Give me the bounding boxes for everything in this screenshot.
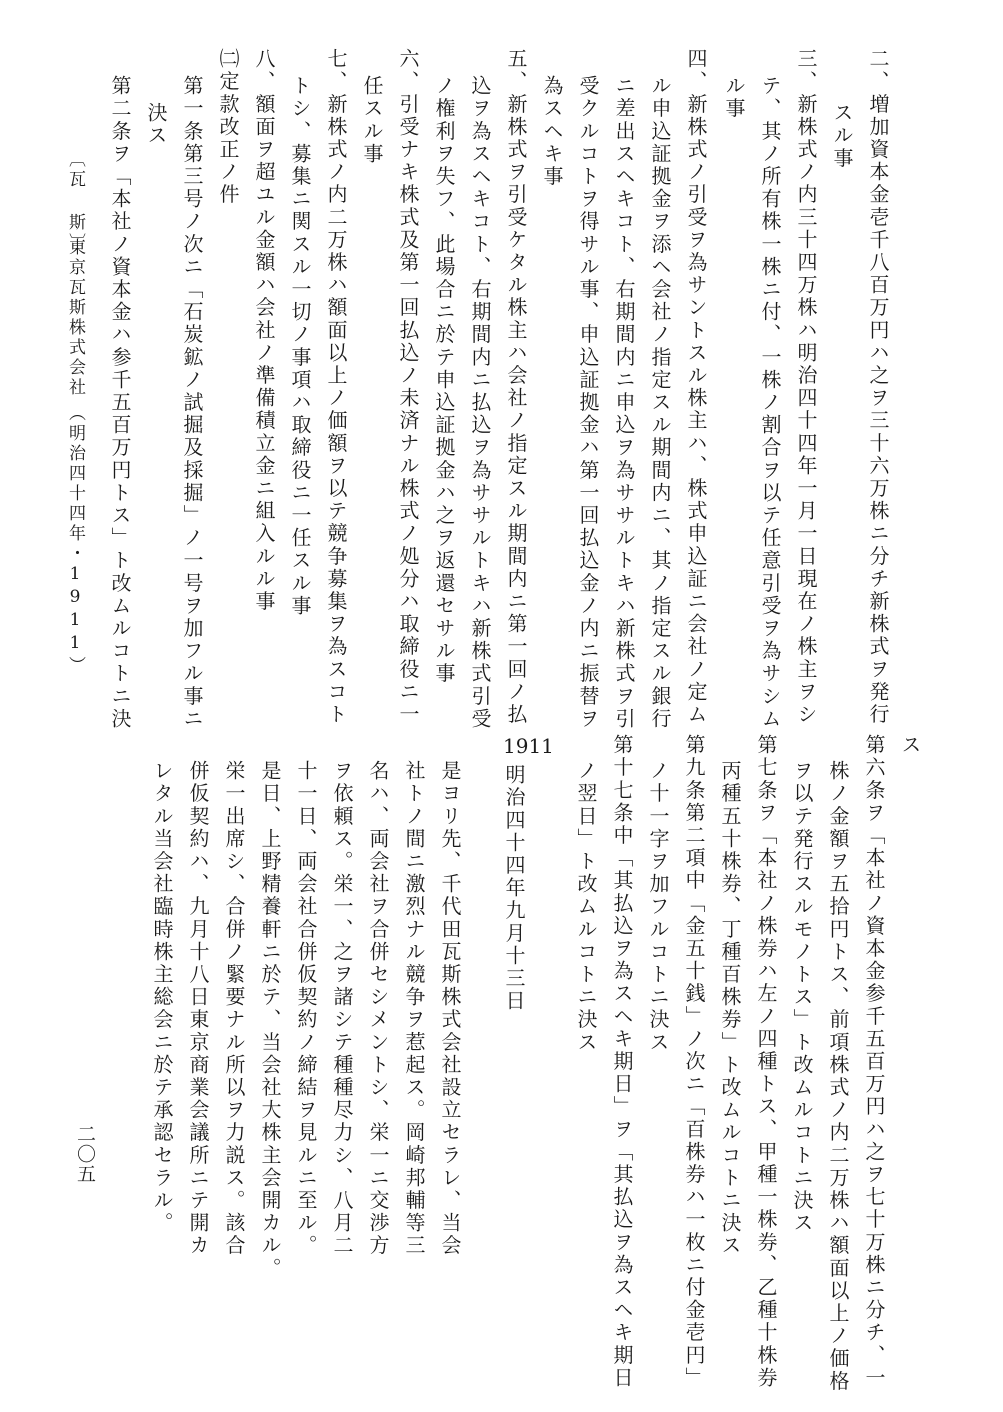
upper-column: 五、新株式ヲ引受ケタル株主ハ会社ノ指定スル期間内ニ第一回ノ払: [504, 48, 528, 726]
lower-column: 第九条第二項中「金五十銭」ノ次ニ「百株券ハ一枚ニ付金壱円」: [682, 734, 706, 1390]
lower-column: 栄一出席シ、合併ノ緊要ナル所以ヲ力説ス。該合: [222, 760, 246, 1258]
lower-column: 十一日、両会社合併仮契約ノ締結ヲ見ルニ至ル。: [294, 760, 318, 1258]
upper-column: ノ権利ヲ失フ、此場合ニ於テ申込証拠金ハ之ヲ返還セサル事: [432, 75, 456, 686]
page-number: 二〇五: [74, 1124, 96, 1184]
upper-column: 込ヲ為スヘキコト、右期間内ニ払込ヲ為ササルトキハ新株式引受: [468, 75, 492, 731]
lower-column: 第十七条中「其払込ヲ為スヘキ期日」ヲ「其払込ヲ為スヘキ期日: [610, 734, 634, 1390]
lower-column: レタル当会社臨時株主総会ニ於テ承認セラル。: [150, 760, 174, 1235]
lower-column: 株ノ金額ヲ五拾円トス、前項株式ノ内二万株ハ額面以上ノ価格: [826, 760, 850, 1393]
upper-column: 為スヘキ事: [540, 75, 564, 188]
upper-column: 七、新株式ノ内二万株ハ額面以上ノ価額ヲ以テ競争募集ヲ為スコト: [324, 48, 348, 726]
lower-column: ノ翌日」ト改ムルコトニ決ス: [574, 760, 598, 1054]
lower-column: ス: [898, 734, 922, 757]
lower-column: ヲ以テ発行スルモノトス」ト改ムルコトニ決ス: [790, 760, 814, 1235]
upper-column: 二、増加資本金壱千八百万円ハ之ヲ三十六万株ニ分チ新株式ヲ発行: [866, 48, 890, 726]
upper-column: 任スル事: [360, 75, 384, 166]
upper-column: 八、額面ヲ超ユル金額ハ会社ノ準備積立金ニ組入ルル事: [252, 48, 276, 613]
upper-column: 受クルコトヲ得サル事、申込証拠金ハ第一回払込金ノ内ニ振替ヲ: [576, 75, 600, 731]
date-heading: 明治四十四年九月十三日: [502, 764, 526, 1013]
lower-column: 是日、上野精養軒ニ於テ、当会社大株主会開カル。: [258, 760, 282, 1280]
upper-column: トシ、募集ニ関スル一切ノ事項ハ取締役ニ一任スル事: [288, 75, 312, 618]
header-era: （明治四十四年・1911）: [65, 404, 85, 676]
lower-column: 是ヨリ先、千代田瓦斯株式会社設立セラレ、当会: [438, 760, 462, 1258]
lower-column: 名ハ、両会社ヲ合併セシメントシ、栄一ニ交渉方: [366, 760, 390, 1258]
upper-column: ㈡定款改正ノ件: [216, 48, 240, 207]
upper-column: ル申込証拠金ヲ添ヘ会社ノ指定スル期間内ニ、其ノ指定スル銀行: [648, 75, 672, 731]
upper-column: ル事: [722, 75, 746, 121]
lower-column: ノ十一字ヲ加フルコトニ決ス: [646, 760, 670, 1054]
upper-column: スル事: [830, 102, 854, 170]
lower-column: 丙種五十株券、丁種百株券」ト改ムルコトニ決ス: [718, 760, 742, 1258]
upper-column: 三、新株式ノ内三十四万株ハ明治四十四年一月一日現在ノ株主ヲシ: [794, 48, 818, 726]
lower-column: 第六条ヲ「本社ノ資本金参千五百万円ハ之ヲ七十万株ニ分チ、一: [862, 734, 886, 1390]
lower-column: 併仮契約ハ、九月十八日東京商業会議所ニテ開カ: [186, 760, 210, 1258]
header-company: 東京瓦斯株式会社: [65, 238, 85, 398]
header-category: 〔瓦 斯〕: [65, 150, 85, 253]
upper-column: 第二条ヲ「本社ノ資本金ハ参千五百万円トス」ト改ムルコトニ決: [108, 75, 132, 731]
lower-column: ヲ依頼ス。栄一、之ヲ諸シテ種種尽力シ、八月二: [330, 760, 354, 1258]
upper-column: 六、引受ナキ株式及第一回払込ノ未済ナル株式ノ処分ハ取締役ニ一: [396, 48, 420, 726]
lower-column: 第七条ヲ「本社ノ株券ハ左ノ四種トス、甲種一株券、乙種十株券: [754, 734, 778, 1390]
upper-column: 第一条第三号ノ次ニ「石炭鉱ノ試掘及採掘」ノ一号ヲ加フル事ニ: [180, 75, 204, 731]
year-marker: 1911: [503, 734, 554, 758]
upper-column: ニ差出スヘキコト、右期間内ニ申込ヲ為ササルトキハ新株式ヲ引: [612, 75, 636, 731]
upper-column: 決ス: [144, 102, 168, 148]
upper-column: テ、其ノ所有株一株ニ付、一株ノ割合ヲ以テ任意引受ヲ為サシム: [758, 75, 782, 731]
upper-column: 四、新株式ノ引受ヲ為サントスル株主ハ、株式申込証ニ会社ノ定ム: [684, 48, 708, 726]
lower-column: 社トノ間ニ激烈ナル競争ヲ惹起ス。岡崎邦輔等三: [402, 760, 426, 1258]
